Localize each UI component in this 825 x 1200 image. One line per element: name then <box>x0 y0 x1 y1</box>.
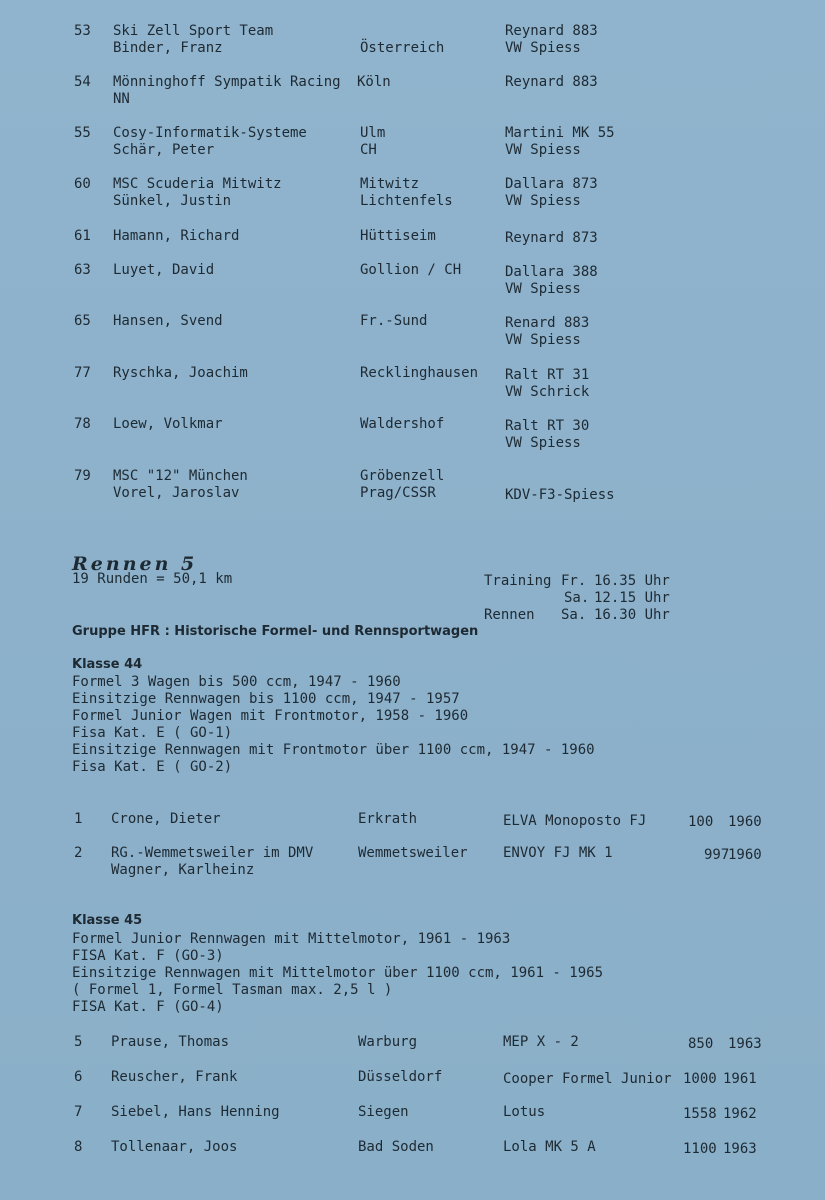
entry-driver: Sünkel, Justin <box>113 193 232 209</box>
entry-driver: Vorel, Jaroslav <box>113 485 240 501</box>
class-description-line: FISA Kat. F (GO-3) <box>72 948 224 964</box>
entry-engine: VW Spiess <box>505 281 581 297</box>
entry-driver: Binder, Franz <box>113 40 223 56</box>
entry-year: 1960 <box>728 814 762 830</box>
schedule-day: Sa. <box>564 590 590 606</box>
entry-city: Warburg <box>358 1034 418 1050</box>
entry-number: 5 <box>74 1034 83 1050</box>
entry-engine: VW Spiess <box>505 193 581 209</box>
schedule-label: Rennen <box>484 607 535 623</box>
class-description-line: Einsitzige Rennwagen mit Mittelmotor über 1100 ccm, 1961 - 1965 <box>72 965 604 981</box>
entry-number: 55 <box>74 125 91 141</box>
entry-number: 77 <box>74 365 91 381</box>
race-distance: 19 Runden = 50,1 km <box>72 571 233 587</box>
entry-driver: Reuscher, Frank <box>111 1069 238 1085</box>
entry-city: Ulm <box>360 125 386 141</box>
class-description-line: Formel Junior Rennwagen mit Mittelmotor, 1961 - 1963 <box>72 931 511 947</box>
entry-driver: Wagner, Karlheinz <box>111 862 255 878</box>
entry-ccm: 997 <box>704 847 730 863</box>
entry-car: Ralt RT 31 <box>505 367 590 383</box>
entry-year: 1963 <box>728 1036 762 1052</box>
entry-car: Ralt RT 30 <box>505 418 590 434</box>
entry-number: 61 <box>74 228 91 244</box>
entry-driver: Ryschka, Joachim <box>113 365 248 381</box>
entry-car: Reynard 883 <box>505 23 598 39</box>
entry-driver: Loew, Volkmar <box>113 416 223 432</box>
entry-team: MSC Scuderia Mitwitz <box>113 176 282 192</box>
entry-driver: Schär, Peter <box>113 142 215 158</box>
entry-engine: VW Spiess <box>505 40 581 56</box>
entry-driver: Hamann, Richard <box>113 228 240 244</box>
entry-city-2: Prag/CSSR <box>360 485 436 501</box>
class-description-line: Fisa Kat. E ( GO-2) <box>72 759 233 775</box>
class-description-line: FISA Kat. F (GO-4) <box>72 999 224 1015</box>
entry-team: Mönninghoff Sympatik Racing <box>113 74 341 90</box>
class-description-line: Formel Junior Wagen mit Frontmotor, 1958 - 1960 <box>72 708 469 724</box>
entry-driver: Hansen, Svend <box>113 313 223 329</box>
entry-car: ENVOY FJ MK 1 <box>503 845 613 861</box>
entry-city: Düsseldorf <box>358 1069 443 1085</box>
entry-ccm: 100 <box>688 814 714 830</box>
class-heading: Klasse 44 <box>72 657 143 672</box>
group-heading: Gruppe HFR : Historische Formel- und Rennsportwagen <box>72 624 479 639</box>
entry-car: Renard 883 <box>505 315 590 331</box>
entry-number: 78 <box>74 416 91 432</box>
class-description-line: Fisa Kat. E ( GO-1) <box>72 725 233 741</box>
entry-ccm: 850 <box>688 1036 714 1052</box>
entry-driver: Luyet, David <box>113 262 215 278</box>
entry-car: Reynard 873 <box>505 230 598 246</box>
entry-team: MSC "12" München <box>113 468 248 484</box>
entry-year: 1963 <box>723 1141 757 1157</box>
entry-city: Siegen <box>358 1104 409 1120</box>
entry-number: 63 <box>74 262 91 278</box>
entry-car: ELVA Monoposto FJ <box>503 813 647 829</box>
entry-car: Dallara 388 <box>505 264 598 280</box>
race-title: Rennen 5 <box>72 553 198 575</box>
entry-car: Martini MK 55 <box>505 125 615 141</box>
entry-car: MEP X - 2 <box>503 1034 579 1050</box>
entry-number: 1 <box>74 811 83 827</box>
entry-ccm: 1000 <box>683 1071 717 1087</box>
schedule-day: Sa. <box>561 607 587 623</box>
entry-number: 54 <box>74 74 91 90</box>
entry-driver: Siebel, Hans Henning <box>111 1104 280 1120</box>
class-description-line: Formel 3 Wagen bis 500 ccm, 1947 - 1960 <box>72 674 401 690</box>
entry-engine: VW Schrick <box>505 384 590 400</box>
entry-team: Cosy-Informatik-Systeme <box>113 125 307 141</box>
entry-driver: Tollenaar, Joos <box>111 1139 238 1155</box>
entry-year: 1962 <box>723 1106 757 1122</box>
entry-engine: VW Spiess <box>505 332 581 348</box>
entry-car: Lola MK 5 A <box>503 1139 596 1155</box>
entry-ccm: 1558 <box>683 1106 717 1122</box>
schedule-day: Fr. <box>561 573 587 589</box>
entry-year: 1960 <box>728 847 762 863</box>
entry-city: Recklinghausen <box>360 365 479 381</box>
entry-city: Wemmetsweiler <box>358 845 468 861</box>
entry-number: 60 <box>74 176 91 192</box>
entry-city-2: Lichtenfels <box>360 193 453 209</box>
entry-city: Gollion / CH <box>360 262 462 278</box>
entry-car: Dallara 873 <box>505 176 598 192</box>
entry-number: 6 <box>74 1069 83 1085</box>
entry-driver: Prause, Thomas <box>111 1034 230 1050</box>
entry-country: CH <box>360 142 377 158</box>
schedule-time: 12.15 Uhr <box>594 590 670 606</box>
entry-car: Reynard 883 <box>505 74 598 90</box>
entry-engine: VW Spiess <box>505 435 581 451</box>
schedule-time: 16.35 Uhr <box>594 573 670 589</box>
class-heading: Klasse 45 <box>72 913 143 928</box>
entry-city: Hüttiseim <box>360 228 436 244</box>
entry-city: Gröbenzell <box>360 468 445 484</box>
entry-number: 65 <box>74 313 91 329</box>
class-description-line: Einsitzige Rennwagen bis 1100 ccm, 1947 - 1957 <box>72 691 460 707</box>
schedule-time: 16.30 Uhr <box>594 607 670 623</box>
entry-car: Cooper Formel Junior <box>503 1071 672 1087</box>
entry-city: Erkrath <box>358 811 418 827</box>
class-description-line: ( Formel 1, Formel Tasman max. 2,5 l ) <box>72 982 393 998</box>
entry-number: 2 <box>74 845 83 861</box>
entry-team: Ski Zell Sport Team <box>113 23 274 39</box>
entry-team: RG.-Wemmetsweiler im DMV <box>111 845 314 861</box>
entry-number: 7 <box>74 1104 83 1120</box>
entry-driver: NN <box>113 91 130 107</box>
entry-city: Österreich <box>360 40 445 56</box>
entry-driver: Crone, Dieter <box>111 811 221 827</box>
entry-city: Waldershof <box>360 416 445 432</box>
schedule-label: Training <box>484 573 552 589</box>
entry-engine: VW Spiess <box>505 142 581 158</box>
entry-city: Bad Soden <box>358 1139 434 1155</box>
entry-car: KDV-F3-Spiess <box>505 487 615 503</box>
entry-ccm: 1100 <box>683 1141 717 1157</box>
entry-number: 79 <box>74 468 91 484</box>
entry-number: 53 <box>74 23 91 39</box>
entry-number: 8 <box>74 1139 83 1155</box>
entry-city: Köln <box>357 74 391 90</box>
entry-city: Fr.-Sund <box>360 313 428 329</box>
class-description-line: Einsitzige Rennwagen mit Frontmotor über 1100 ccm, 1947 - 1960 <box>72 742 595 758</box>
entry-year: 1961 <box>723 1071 757 1087</box>
entry-car: Lotus <box>503 1104 546 1120</box>
entry-city: Mitwitz <box>360 176 420 192</box>
